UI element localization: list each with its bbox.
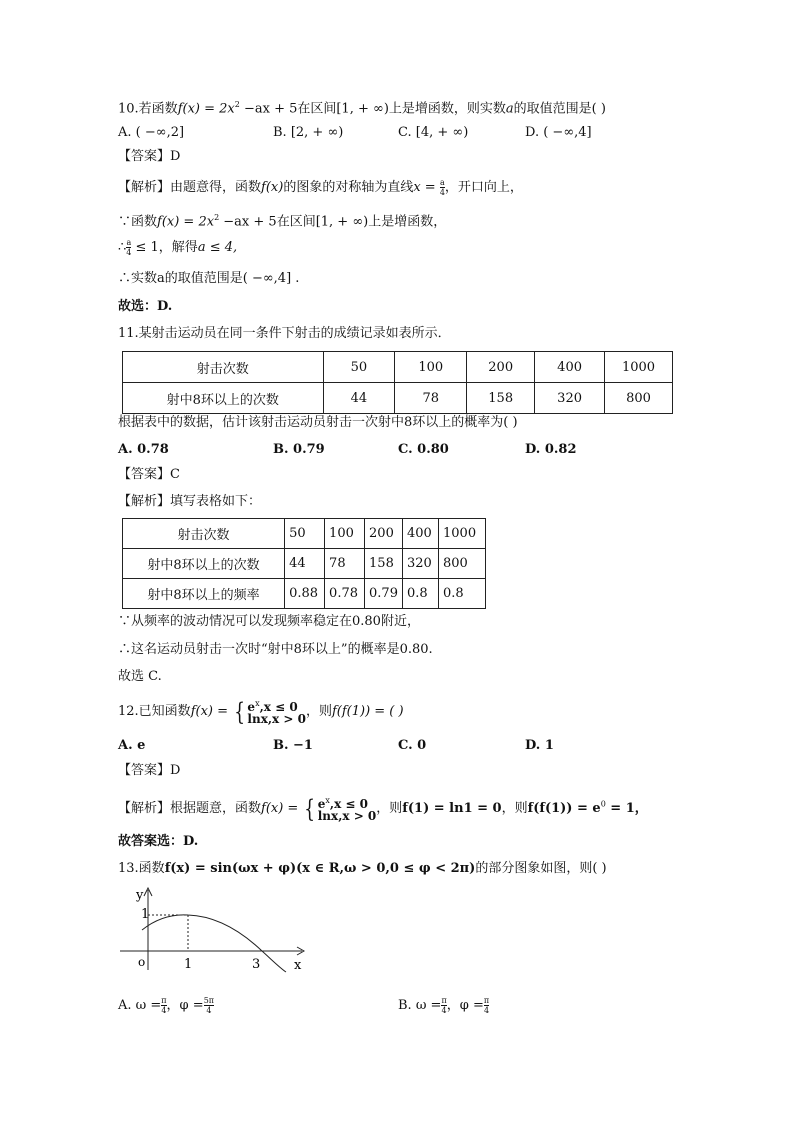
fraction-a-over-4: $\frac{a}{4}$ — [439, 178, 445, 197]
table-row — [123, 352, 673, 383]
q10-option-c: C. [4, + ∞) — [398, 125, 469, 140]
table-cell: 44 — [285, 549, 325, 579]
q13-stem: 13.函数f(x) = sin(ωx + φ)(x ∈ R,ω > 0,0 ≤ φ < 2π)的部分图象如图，则( ) — [118, 861, 607, 876]
q13-option-a: A. ω = $\frac{\pi}{4}$ ，φ = $\frac{5\pi}{4}$ — [118, 996, 215, 1015]
table-cell: 158 — [365, 549, 403, 579]
table-cell: 800 — [605, 383, 673, 414]
q11-option-d: D. 0.82 — [525, 442, 577, 457]
q10-answer: 【答案】D — [118, 149, 181, 164]
table-cell: 320 — [535, 383, 605, 414]
table-cell: 400 — [535, 352, 605, 383]
origin-label: o — [138, 955, 146, 969]
piecewise-cases: $e^x,x \le 0$ lnx,x > 0 — [247, 699, 306, 726]
table-cell: 0.8 — [439, 579, 486, 609]
table-cell: 1000 — [439, 519, 486, 549]
q12-answer: 【答案】D — [118, 763, 181, 778]
q11-option-b: B. 0.79 — [273, 442, 325, 457]
q10-explanation-4: ∴实数a的取值范围是( −∞,4] . — [118, 271, 300, 286]
table-cell: 50 — [285, 519, 325, 549]
piecewise-cases: $e^x,x \le 0$ lnx,x > 0 — [317, 796, 377, 823]
q11-explanation-intro: 【解析】填写表格如下： — [118, 494, 262, 509]
fraction: $\frac{\pi}{4}$ — [483, 996, 490, 1015]
table-row — [123, 579, 486, 609]
q10-explanation-2: ∵函数$f(x) = 2x^2 -ax + 5$在区间[1, + ∞)上是增函数， — [118, 213, 447, 230]
table-cell: 100 — [325, 519, 365, 549]
q13-graph — [112, 882, 312, 974]
x-tick-label-3: 3 — [252, 957, 261, 972]
table-cell: 320 — [403, 549, 439, 579]
y-tick-label: 1 — [141, 907, 150, 922]
q11-option-a: A. 0.78 — [118, 442, 169, 457]
q10-option-b: B. [2, + ∞) — [273, 125, 344, 140]
table-cell: 44 — [323, 383, 395, 414]
table-cell: 0.79 — [365, 579, 403, 609]
q12-option-a: A. e — [118, 738, 146, 753]
table-cell: 200 — [467, 352, 535, 383]
table-cell: 射中8环以上的次数 — [123, 383, 324, 414]
fraction: $\frac{5\pi}{4}$ — [203, 996, 215, 1015]
table-row — [123, 519, 486, 549]
y-axis-label: y — [136, 888, 144, 903]
table-cell: 50 — [323, 352, 395, 383]
x-tick-label-1: 1 — [184, 957, 193, 972]
q12-stem: 12.已知函数f(x) = { $e^x,x \le 0$ lnx,x > 0 ，则f(f(1)) = ( ) — [118, 697, 404, 726]
q11-table-2 — [122, 518, 486, 609]
brace-icon: { — [304, 794, 316, 823]
q12-choose: 故答案选：D. — [118, 834, 199, 849]
q12-option-c: C. 0 — [398, 738, 427, 753]
fraction-a-over-4-b: $\frac{a}{4}$ — [126, 238, 132, 257]
q12-option-d: D. 1 — [525, 738, 554, 753]
table-cell: 0.8 — [403, 579, 439, 609]
q10-explanation-3: ∴ $\frac{a}{4}$ ≤ 1，解得a ≤ 4, — [118, 238, 238, 257]
q11-stem: 11.某射击运动员在同一条件下射击的成绩记录如表所示． — [118, 326, 451, 341]
q11-explanation-3: ∴这名运动员射击一次时“射中8环以上”的概率是0.80. — [118, 642, 433, 657]
x-axis-label: x — [294, 958, 302, 973]
q12-explanation: 【解析】根据题意，函数f(x) = { $e^x,x \le 0$ lnx,x > 0 ，则f(1) = ln1 = 0，则$f(f(1)) = e^0 = 1$， — [118, 794, 648, 823]
table-cell: 射中8环以上的频率 — [123, 579, 285, 609]
q10-explanation-1: 【解析】由题意得，函数f(x)的图象的对称轴为直线x = $\frac{a}{4}$ ，开口向上， — [118, 178, 523, 197]
q11-option-c: C. 0.80 — [398, 442, 449, 457]
q10-stem: 10.若函数$f(x) = 2x^2 -ax + 5$在区间[1, + ∞)上是增函数，则实数a的取值范围是( ) — [118, 100, 606, 117]
table-cell: 射击次数 — [123, 519, 285, 549]
table-row — [123, 383, 673, 414]
table-cell: 0.88 — [285, 579, 325, 609]
table-cell: 400 — [403, 519, 439, 549]
table-row — [123, 549, 486, 579]
table-cell: 射击次数 — [123, 352, 324, 383]
q11-question: 根据表中的数据，估计该射击运动员射击一次射中8环以上的概率为( ) — [118, 415, 518, 430]
q11-answer: 【答案】C — [118, 467, 180, 482]
q11-explanation-2: ∵从频率的波动情况可以发现频率稳定在0.80附近， — [118, 614, 420, 629]
q13-option-b: B. ω = $\frac{\pi}{4}$ ，φ = $\frac{\pi}{4}$ — [398, 996, 490, 1015]
brace-icon: { — [234, 697, 246, 726]
q10-option-a: A. ( −∞,2] — [118, 125, 185, 140]
q11-choose: 故选 C. — [118, 669, 162, 684]
table-cell: 78 — [395, 383, 467, 414]
table-cell: 0.78 — [325, 579, 365, 609]
q10-choose: 故选：D. — [118, 299, 173, 314]
fraction: $\frac{\pi}{4}$ — [441, 996, 447, 1015]
q11-table-1 — [122, 351, 673, 414]
table-cell: 1000 — [605, 352, 673, 383]
q10-option-d: D. ( −∞,4] — [525, 125, 592, 140]
table-cell: 200 — [365, 519, 403, 549]
table-cell: 78 — [325, 549, 365, 579]
sine-curve — [142, 915, 286, 972]
q12-option-b: B. −1 — [273, 738, 313, 753]
table-cell: 100 — [395, 352, 467, 383]
table-cell: 射中8环以上的次数 — [123, 549, 285, 579]
table-cell: 800 — [439, 549, 486, 579]
table-cell: 158 — [467, 383, 535, 414]
fraction: $\frac{\pi}{4}$ — [161, 996, 167, 1015]
